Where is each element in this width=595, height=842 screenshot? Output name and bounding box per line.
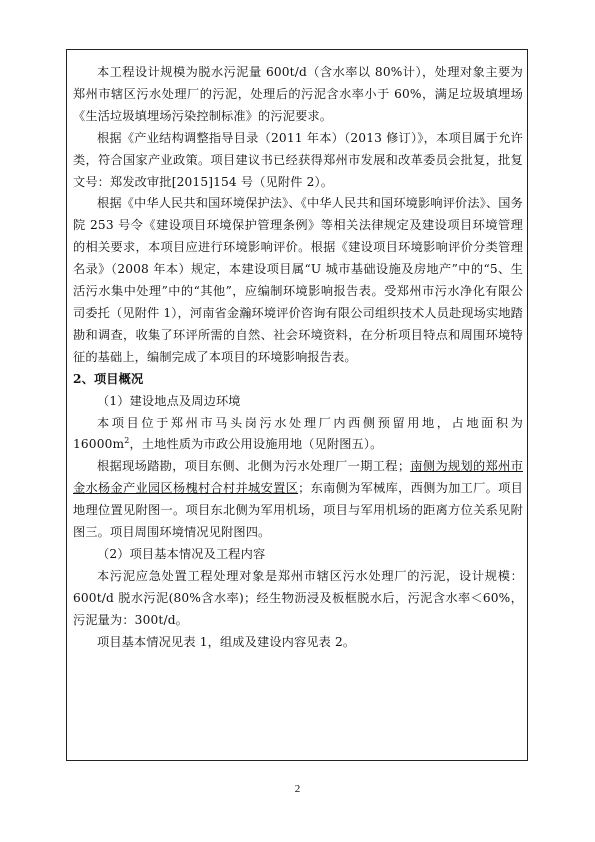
surroundings-text-a: 根据现场踏勘，项目东侧、北侧为污水处理厂一期工程； — [97, 459, 411, 474]
surroundings-text-b: ；东南侧为军械库，西侧为加工厂。项目地理位置见附图一。项目东北侧为军用机场，项目与军用机场的距离方位关系见附图三。项目周围环境情况见附图四。 — [73, 481, 524, 540]
paragraph-location — [73, 413, 523, 457]
location-text-a: 本项目位于郑州市马头岗污水处理厂内西侧预留用地，占地面积为 16000m — [73, 415, 523, 452]
page-number: 2 — [294, 783, 301, 795]
paragraph-table-references: 项目基本情况见表 1，组成及建设内容见表 2。 — [97, 634, 356, 649]
section-heading-project-overview: 2、项目概况 — [73, 371, 144, 386]
surroundings-underlined-text: 南侧为规划的郑州市金水杨金产业园区杨槐村合村并城安置区 — [73, 459, 524, 496]
paragraph-design-scale: 本工程设计规模为脱水污泥量 600t/d（含水率以 80%计），处理对象主要为郑州市辖区污水处理厂的污泥，处理后的污泥含水率小于 60%，满足垃圾填埋场《生活垃圾填埋场污染控制标准》的污泥要求。 — [73, 65, 523, 123]
paragraph-eia-basis: 根据《中华人民共和国环境保护法》、《中华人民共和国环境影响评价法》、国务院 253 号令《建设项目环境保护管理条例》等相关法律规定及建设项目环境管理的相关要求，本项目应进行环境影响评价。根据《建设项目环境影响评价分类管理名录》（2008 年本）规定，本建设项目属“U 城市基础设施及房地产”中的“5、生活污水集中处理”中的“其他”，应编制环境影响报告表。受郑州市污水净化有限公司委托（见附件 1），河南省金瀚环境评价咨询有限公司组织技术人员赴现场实地踏勘和调查，收集了环评所需的自然、社会环境资料，在分析项目特点和周围环境特征的基础上，编制完成了本项目的环境影响报告表。 — [73, 196, 523, 364]
subheading-basic-info: （2）项目基本情况及工程内容 — [97, 546, 266, 561]
paragraph-industrial-policy: 根据《产业结构调整指导目录（2011 年本）（2013 修订）》，本项目属于允许类，符合国家产业政策。项目建议书已经获得郑州市发展和改革委员会批复，批复文号：郑发改审批[2015]154 号（见附件 2）。 — [73, 130, 523, 189]
paragraph-surroundings — [73, 456, 523, 544]
paragraph-basic-info: 本污泥应急处置工程处理对象是郑州市辖区污水处理厂的污泥，设计规模：600t/d 脱水污泥(80%含水率)；经生物沥浸及板框脱水后，污泥含水率＜60%，污泥量为：300t/d。 — [73, 568, 523, 627]
area-unit-superscript: 2 — [124, 436, 130, 446]
subheading-location: （1）建设地点及周边环境 — [97, 393, 241, 408]
document-body — [73, 62, 523, 653]
location-text-b: ，土地性质为市政公用设施用地（见附图五）。 — [129, 437, 383, 452]
